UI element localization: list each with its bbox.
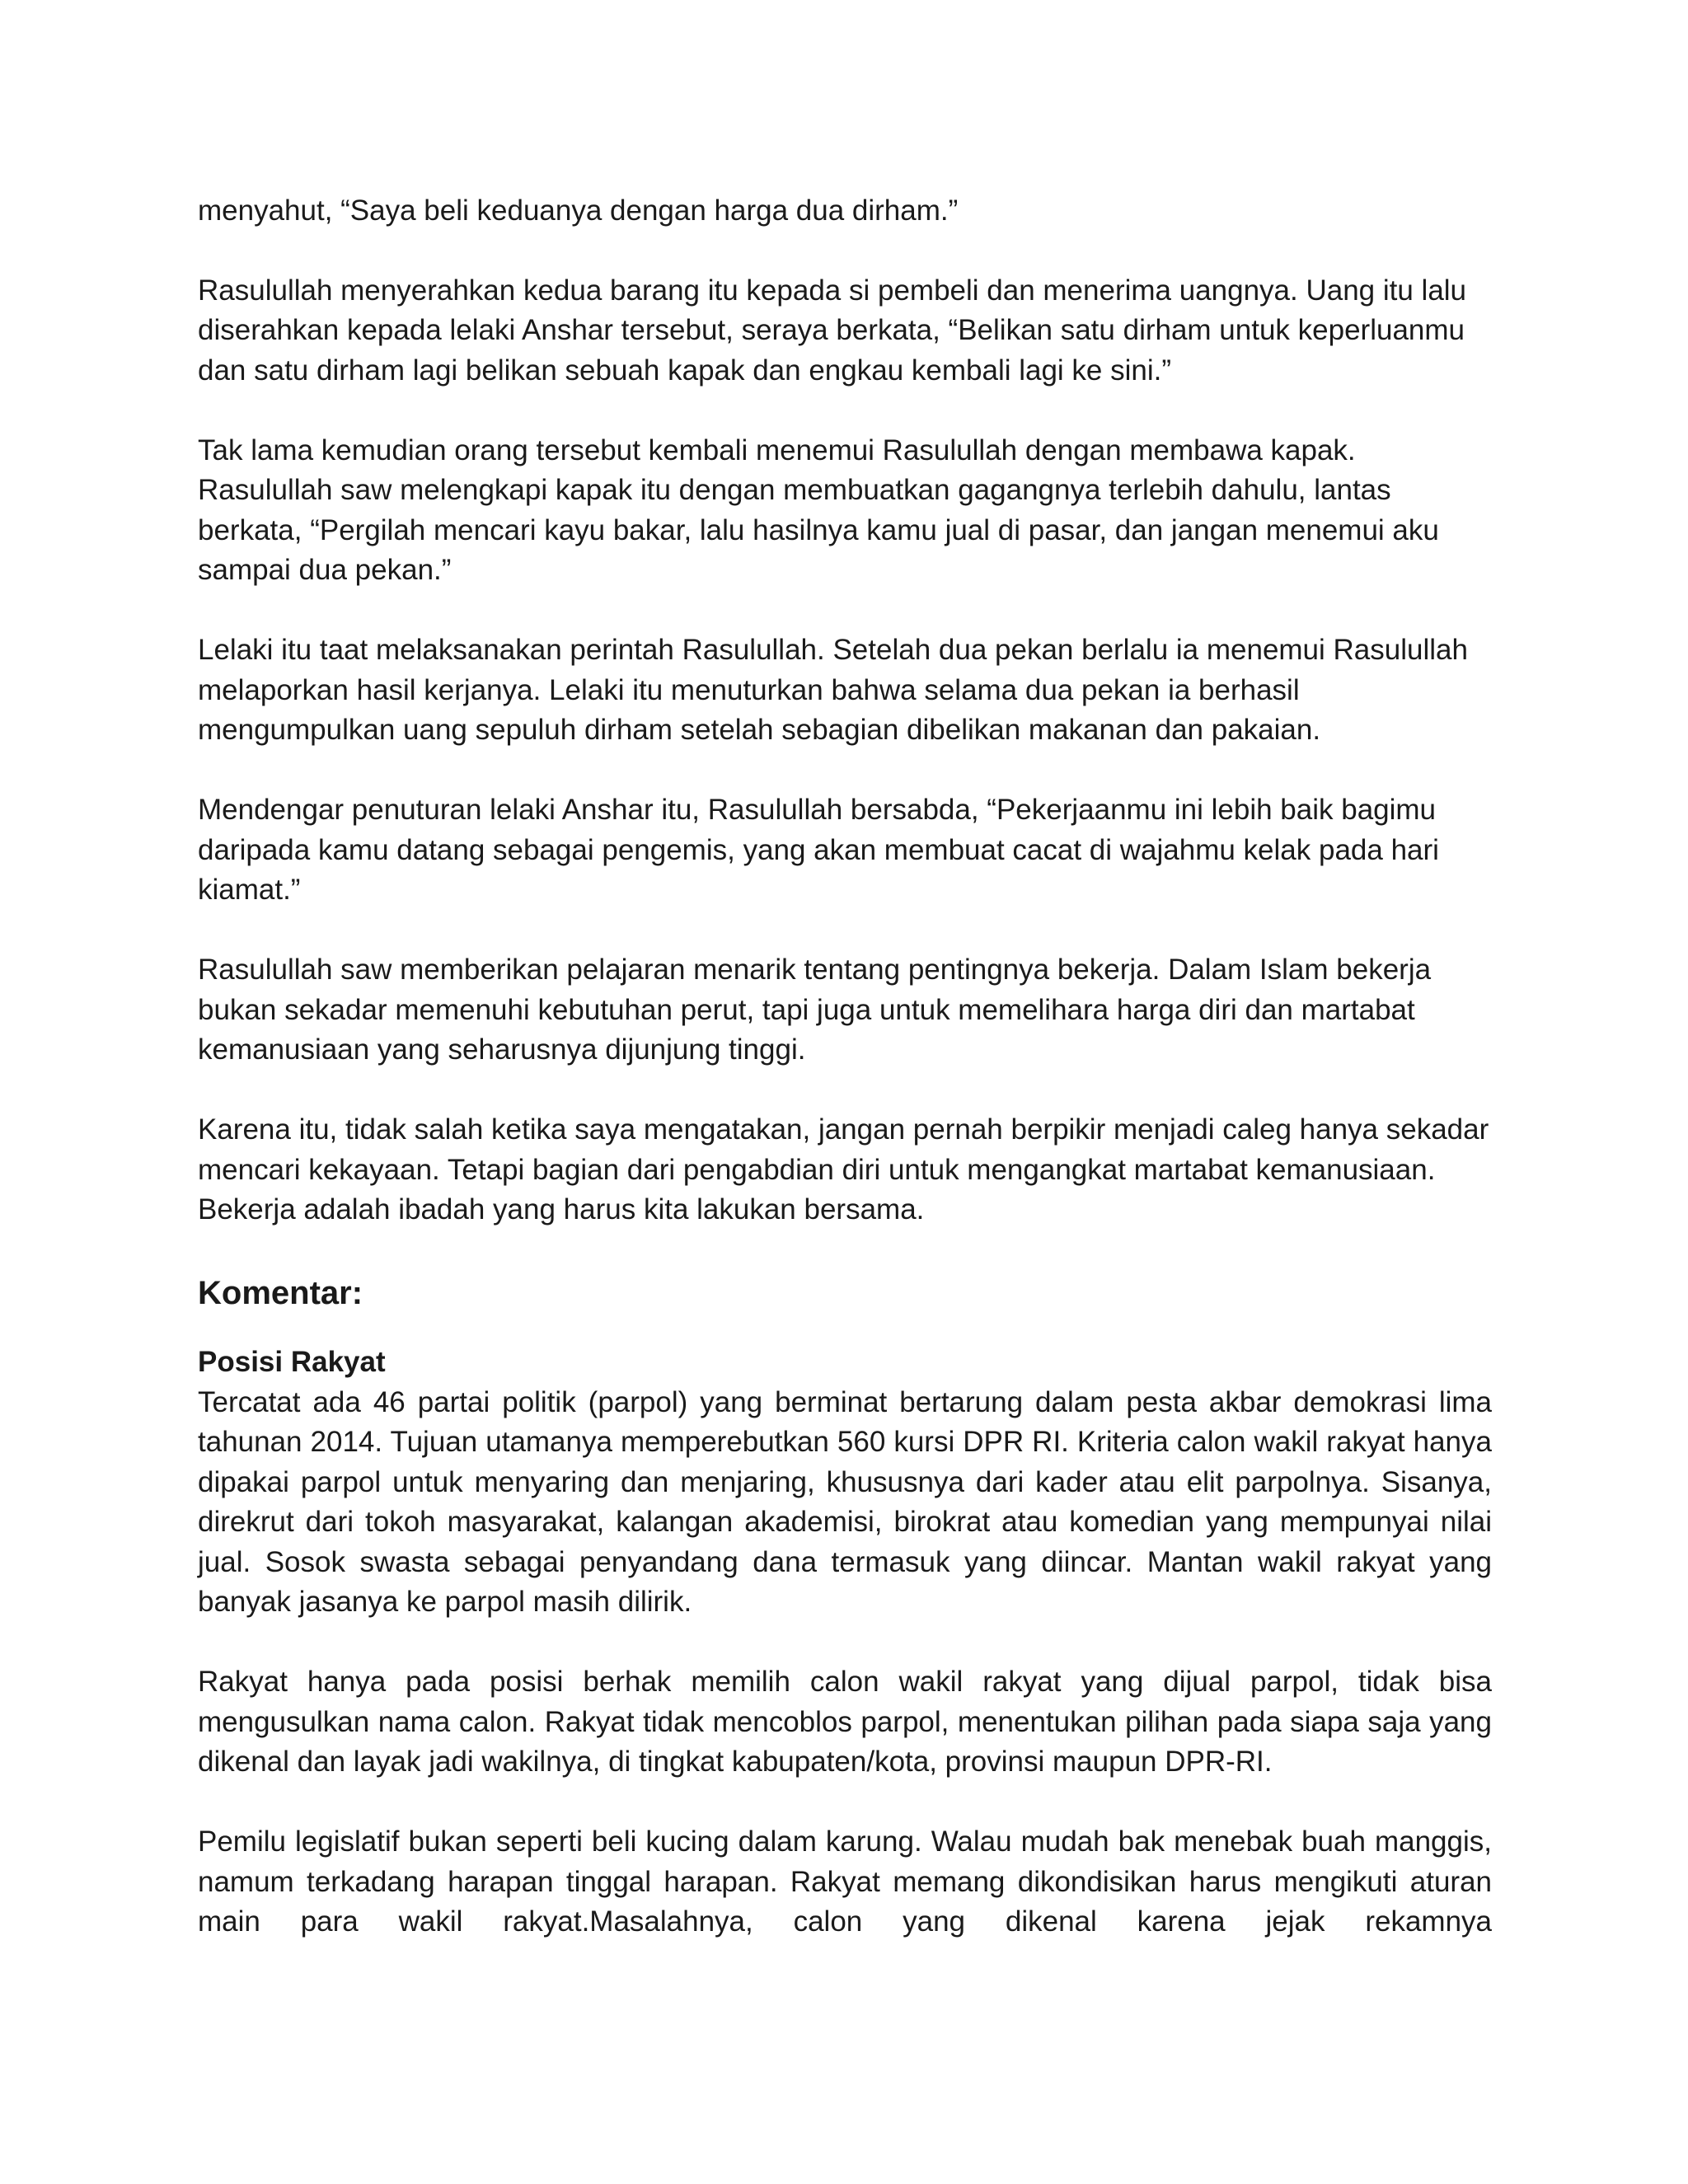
- komentar-paragraph: Pemilu legislatif bukan seperti beli kucing dalam karung. Walau mudah bak menebak buah manggis, namum terkadang harapan tinggal harapan. Rakyat memang dikondisikan harus mengikuti aturan main para wakil rakyat.Masalahnya, calon yang dikenal karena jejak rekamnya: [198, 1825, 1492, 1938]
- story-paragraph: Tak lama kemudian orang tersebut kembali menemui Rasulullah dengan membawa kapak. Rasulullah saw melengkapi kapak itu dengan membuatkan gagangnya terlebih dahulu, lantas berkata, “Pergilah mencari kayu bakar, lalu hasilnya kamu jual di pasar, dan jangan menemui aku sampai dua pekan.”: [198, 434, 1439, 586]
- story-paragraph: Karena itu, tidak salah ketika saya mengatakan, jangan pernah berpikir menjadi caleg hanya sekadar mencari kekayaan. Tetapi bagian dari pengabdian diri untuk mengangkat martabat kemanusiaan. Bekerja adalah ibadah yang harus kita lakukan bersama.: [198, 1113, 1489, 1226]
- komentar-heading: Komentar:: [198, 1275, 363, 1311]
- story-paragraph: Mendengar penuturan lelaki Anshar itu, Rasulullah bersabda, “Pekerjaanmu ini lebih baik bagimu daripada kamu datang sebagai pengemis, yang akan membuat cacat di wajahmu kelak pada hari kiamat.”: [198, 794, 1439, 906]
- story-paragraph: Rasulullah saw memberikan pelajaran menarik tentang pentingnya bekerja. Dalam Islam bekerja bukan sekadar memenuhi kebutuhan perut, tapi juga untuk memelihara harga diri dan martabat kemanusiaan yang seharusnya dijunjung tinggi.: [198, 954, 1432, 1066]
- story-paragraph: Rasulullah menyerahkan kedua barang itu kepada si pembeli dan menerima uangnya. Uang itu lalu diserahkan kepada lelaki Anshar tersebut, seraya berkata, “Belikan satu dirham untuk keperluanmu dan satu dirham lagi belikan sebuah kapak dan engkau kembali lagi ke sini.”: [198, 274, 1467, 387]
- komentar-paragraph: Rakyat hanya pada posisi berhak memilih calon wakil rakyat yang dijual parpol, tidak bisa mengusulkan nama calon. Rakyat tidak mencoblos parpol, menentukan pilihan pada siapa saja yang dikenal dan layak jadi wakilnya, di tingkat kabupaten/kota, provinsi maupun DPR-RI.: [198, 1666, 1492, 1778]
- story-paragraph: Lelaki itu taat melaksanakan perintah Rasulullah. Setelah dua pekan berlalu ia menemui Rasulullah melaporkan hasil kerjanya. Lelaki itu menuturkan bahwa selama dua pekan ia berhasil mengumpulkan uang sepuluh dirham setelah sebagian dibelikan makanan dan pakaian.: [198, 634, 1468, 746]
- komentar-paragraph: Tercatat ada 46 partai politik (parpol) yang berminat bertarung dalam pesta akbar demokrasi lima tahunan 2014. Tujuan utamanya memperebutkan 560 kursi DPR RI. Kriteria calon wakil rakyat hanya dipakai parpol untuk menyaring dan menjaring, khususnya dari kader atau elit parpolnya. Sisanya, direkrut dari tokoh masyarakat, kalangan akademisi, birokrat atau komedian yang mempunyai nilai jual. Sosok swasta sebagai penyandang dana termasuk yang diincar. Mantan wakil rakyat yang banyak jasanya ke parpol masih dilirik.: [198, 1385, 1492, 1618]
- story-paragraph: menyahut, “Saya beli keduanya dengan harga dua dirham.”: [198, 194, 959, 227]
- section-subheading: Posisi Rakyat: [198, 1346, 386, 1378]
- document-page: [198, 191, 1492, 1982]
